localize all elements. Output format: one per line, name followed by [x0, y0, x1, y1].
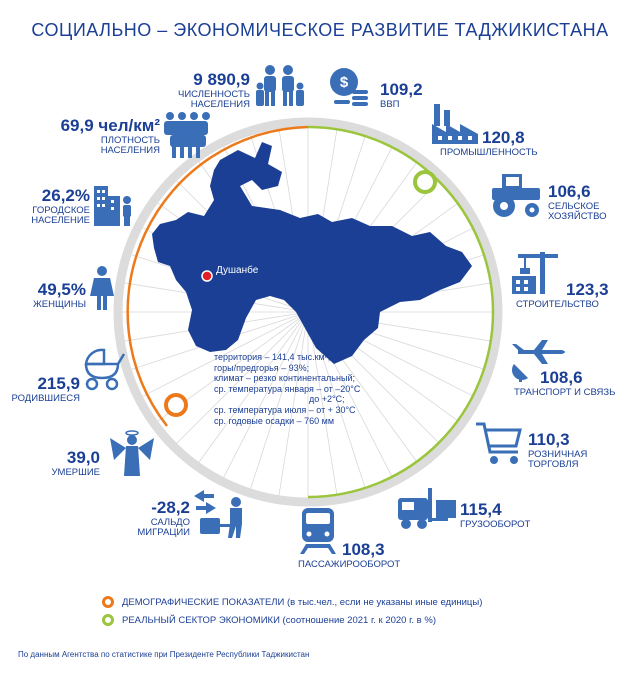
demographic-ring-marker [166, 395, 186, 415]
green-ring-icon [102, 614, 114, 626]
baby-carriage-icon [80, 346, 126, 392]
fact-line: ср. температура июля – от + 30°С [214, 404, 356, 415]
fact-line: климат – резко континентальный; [214, 373, 355, 384]
stat-migration: -28,2 САЛЬДО МИГРАЦИИ [137, 498, 190, 538]
stat-population: 9 890,9 ЧИСЛЕННОСТЬ НАСЕЛЕНИЯ [178, 70, 250, 110]
stat-agriculture: 106,6 СЕЛЬСКОЕ ХОЗЯЙСТВО [548, 182, 607, 222]
stat-deaths: 39,0 УМЕРШИЕ [51, 448, 100, 478]
stat-density: 69,9 чел/км² ПЛОТНОСТЬ НАСЕЛЕНИЯ [60, 116, 160, 156]
source-note: По данным Агентства по статистике при Президенте Республики Таджикистан [18, 650, 310, 659]
legend-item-economy: РЕАЛЬНЫЙ СЕКТОР ЭКОНОМИКИ (соотношение 2021 г. к 2020 г. в %) [102, 614, 482, 626]
stat-construction: 123,3 СТРОИТЕЛЬСТВО [516, 280, 609, 310]
angel-icon [110, 430, 154, 478]
city-person-icon [92, 180, 134, 226]
legend [102, 596, 482, 626]
stat-industry: 120,8 ПРОМЫШЛЕННОСТЬ [440, 128, 538, 158]
people-group-icon [254, 64, 306, 108]
stat-births: 215,9 РОДИВШИЕСЯ [11, 374, 80, 404]
woman-icon [90, 266, 114, 310]
capital-label: Душанбе [216, 265, 259, 276]
orange-ring-icon [102, 596, 114, 608]
shopping-cart-icon [474, 420, 524, 468]
dushanbe-marker [202, 271, 212, 281]
forklift-icon [396, 486, 460, 530]
stat-retail: 110,3 РОЗНИЧНАЯ ТОРГОВЛЯ [528, 430, 588, 470]
fact-line: территория – 141,4 тыс.км²; [214, 352, 331, 362]
migrant-luggage-icon [192, 488, 248, 538]
coins-icon [326, 66, 370, 110]
crowd-icon [158, 110, 214, 160]
stat-urban-population: 26,2% ГОРОДСКОЕ НАСЕЛЕНИЕ [31, 186, 90, 226]
stat-transport: 108,6 ТРАНСПОРТ И СВЯЗЬ [514, 368, 616, 398]
fact-line: ср. годовые осадки – 760 мм [214, 415, 335, 426]
economy-ring-marker [415, 172, 435, 192]
stat-passenger: 108,3 ПАССАЖИРООБОРОТ [298, 540, 401, 570]
page-title: СОЦИАЛЬНО – ЭКОНОМИЧЕСКОЕ РАЗВИТИЕ ТАДЖИКИСТАНА [31, 20, 609, 40]
tractor-icon [488, 172, 544, 218]
stat-gdp: 109,2 ВВП [380, 80, 423, 110]
fact-line: до +2°С; [309, 394, 345, 405]
stat-freight: 115,4 ГРУЗООБОРОТ [460, 500, 531, 530]
country-facts [214, 352, 404, 426]
fact-line: ср. температура января – от –20°С [214, 383, 361, 394]
legend-item-demographic: ДЕМОГРАФИЧЕСКИЕ ПОКАЗАТЕЛИ (в тыс.чел., если не указаны иные единицы) [102, 596, 482, 608]
stat-women: 49,5% ЖЕНЩИНЫ [33, 280, 86, 310]
svg-text:$: $ [339, 74, 349, 91]
fact-line: горы/предгорья – 93%; [214, 362, 310, 373]
